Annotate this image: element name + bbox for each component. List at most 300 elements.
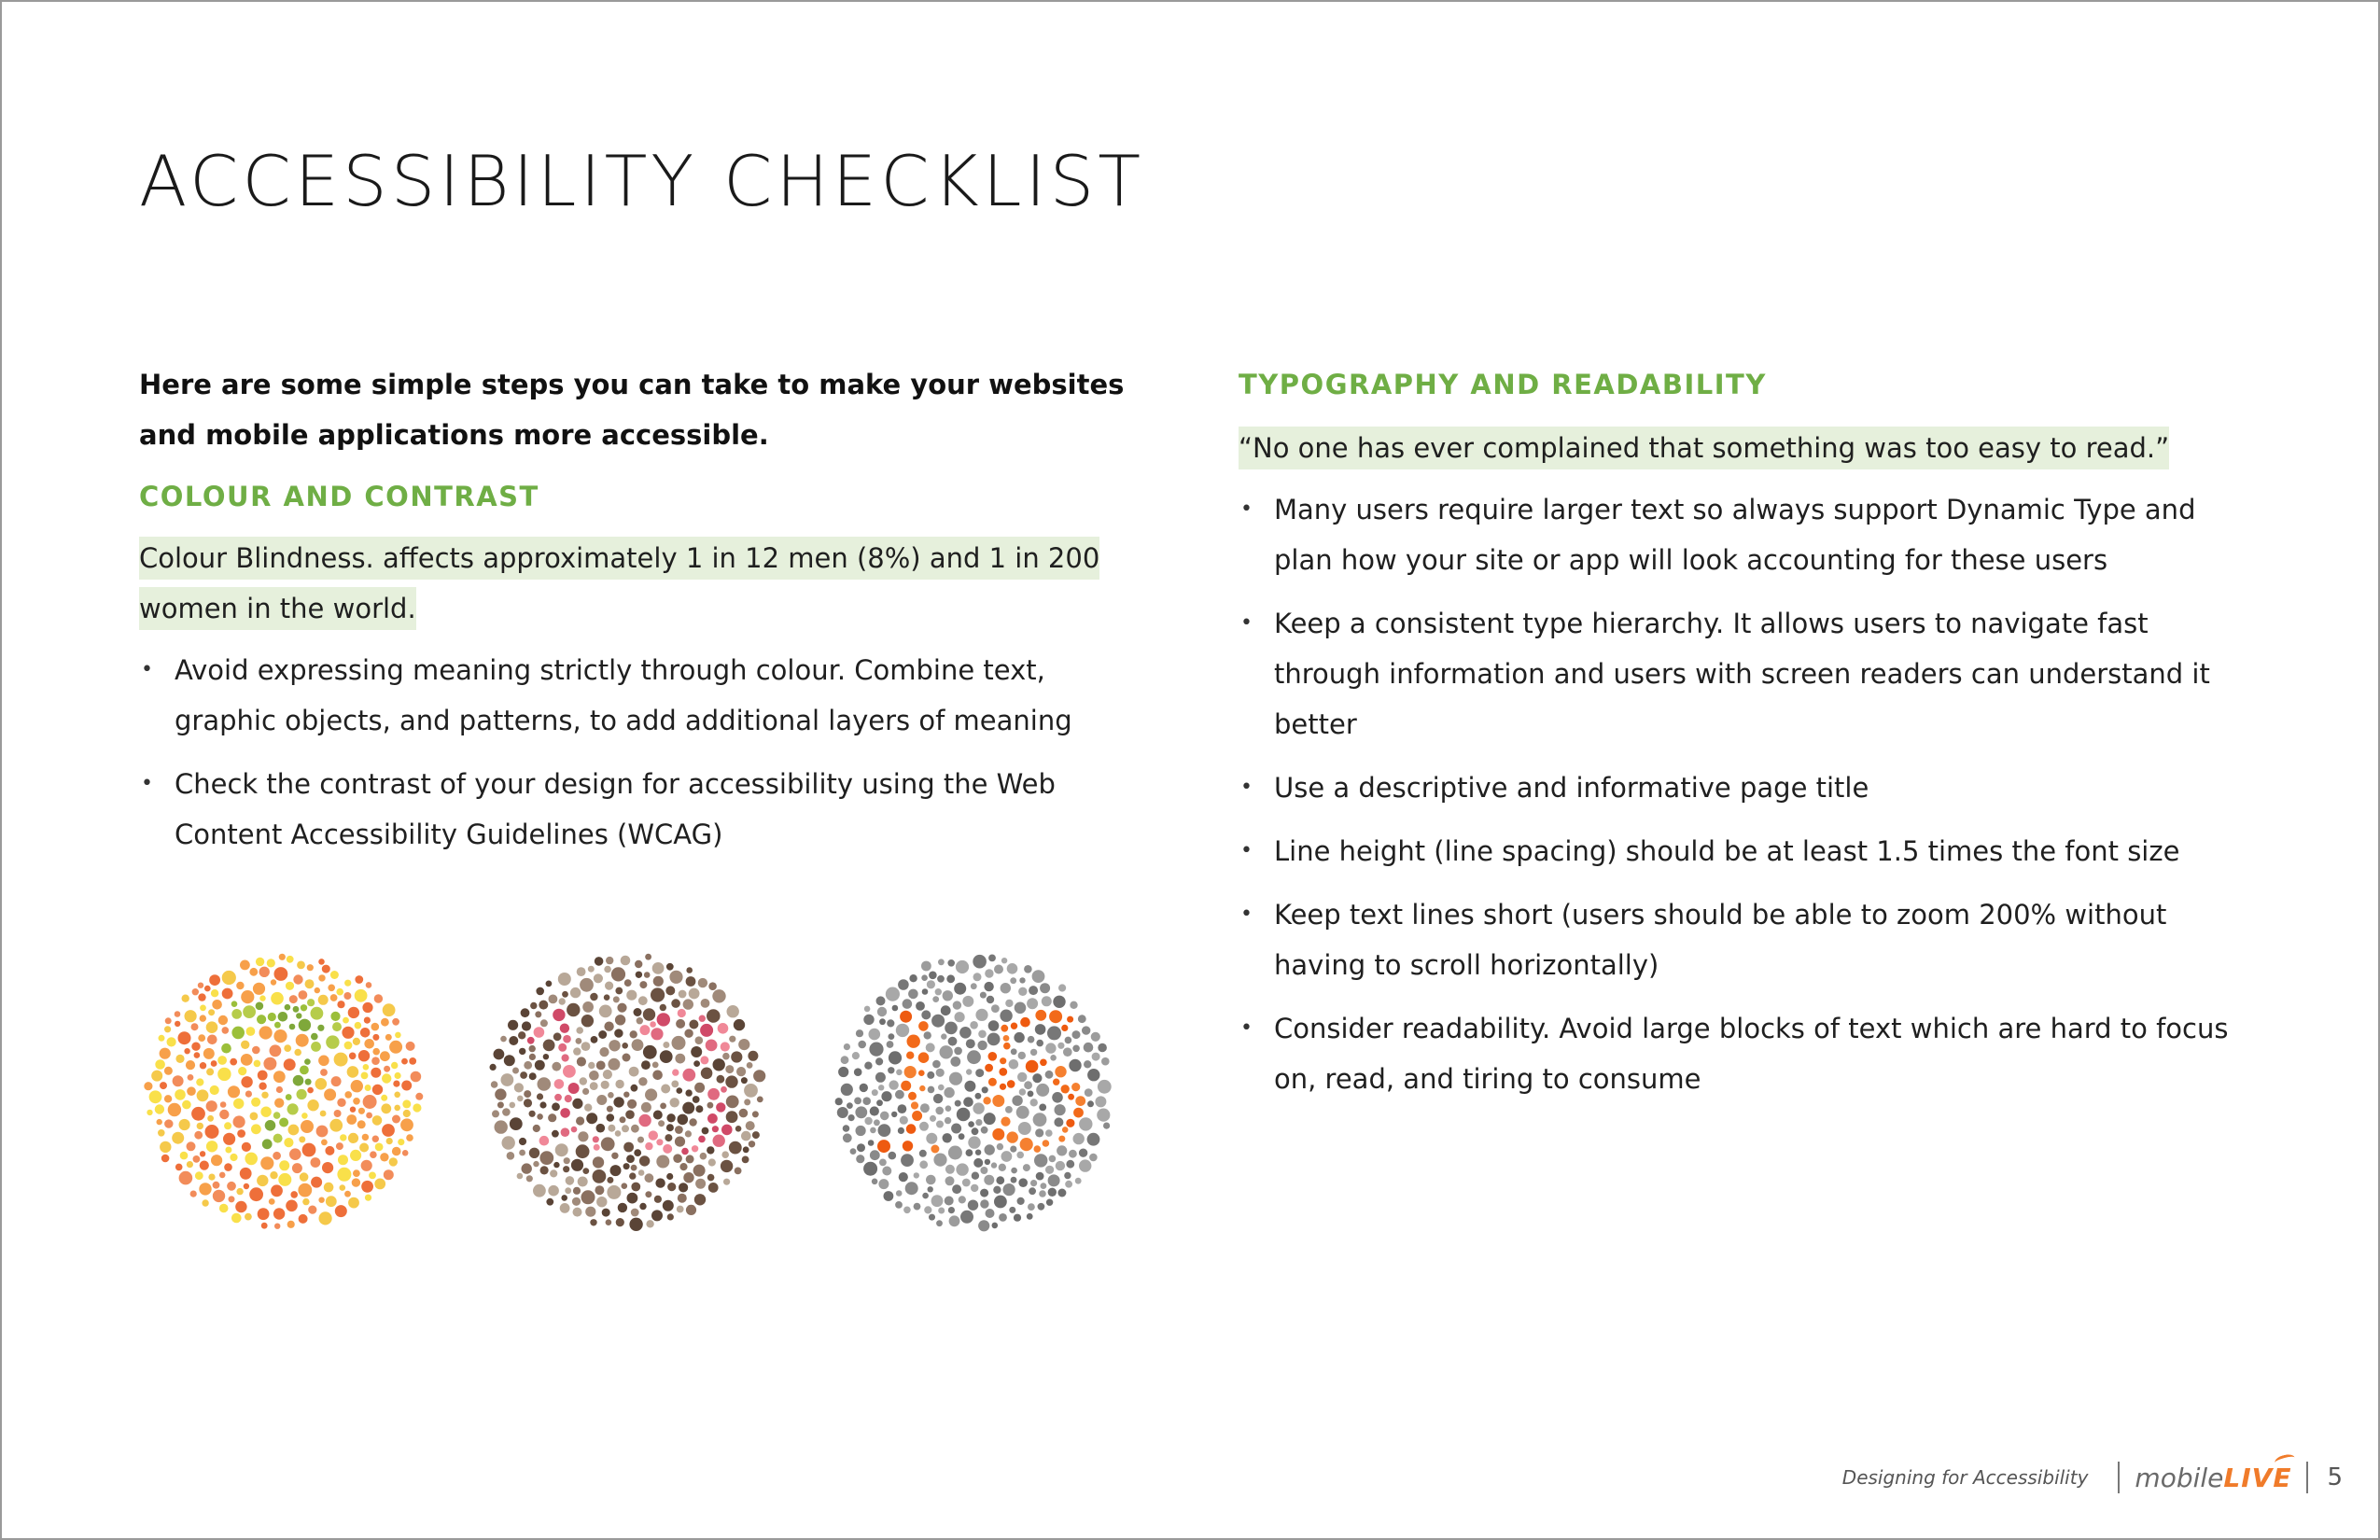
plate-background-dot — [160, 1082, 167, 1089]
plate-background-dot — [744, 1099, 750, 1105]
plate-background-dot — [922, 1193, 929, 1199]
plate-background-dot — [361, 1160, 372, 1171]
plate-background-dot — [316, 1126, 329, 1138]
plate-background-dot — [975, 1009, 987, 1021]
plate-background-dot — [607, 1177, 613, 1183]
plate-background-dot — [952, 1184, 961, 1194]
plate-background-dot — [962, 1179, 971, 1187]
plate-background-dot — [903, 999, 913, 1009]
plate-background-dot — [617, 1003, 626, 1013]
plate-background-dot — [653, 1111, 663, 1120]
plate-background-dot — [955, 1100, 961, 1107]
plate-figure-dot — [1073, 1108, 1084, 1118]
plate-background-dot — [968, 1136, 980, 1148]
plate-figure-dot — [289, 1024, 296, 1030]
plate-background-dot — [994, 965, 1003, 974]
plate-figure-dot — [721, 1086, 727, 1093]
plate-background-dot — [173, 1075, 184, 1086]
plate-background-dot — [1028, 1036, 1035, 1043]
plate-background-dot — [318, 959, 325, 965]
plate-background-dot — [509, 1036, 518, 1045]
plate-background-dot — [395, 1032, 401, 1039]
plate-background-dot — [219, 1204, 229, 1213]
plate-figure-dot — [1061, 1085, 1070, 1093]
plate-background-dot — [219, 1110, 229, 1119]
plate-background-dot — [928, 1086, 935, 1094]
list-item: • Keep a consistent type hierarchy. It allows users to navigate fast through information and users with screen readers can understand it better — [1239, 598, 2235, 749]
plate-background-dot — [613, 996, 620, 1002]
plate-figure-dot — [1040, 1059, 1047, 1067]
plate-background-dot — [344, 1191, 351, 1197]
plate-background-dot — [973, 955, 987, 969]
plate-background-dot — [1028, 1203, 1035, 1211]
plate-background-dot — [358, 1108, 365, 1114]
list-item: • Avoid expressing meaning strictly through colour. Combine text, graphic objects, and patterns, to add additional layers of meaning — [139, 645, 1108, 746]
plate-background-dot — [524, 1061, 532, 1070]
plate-background-dot — [223, 1133, 235, 1145]
plate-background-dot — [250, 1113, 259, 1121]
plate-background-dot — [598, 1030, 607, 1039]
plate-background-dot — [1019, 1088, 1026, 1095]
footer-document-title: Designing for Accessibility — [1841, 1466, 2089, 1489]
plate-background-dot — [896, 1070, 903, 1076]
plate-background-dot — [210, 1085, 219, 1095]
plate-background-dot — [631, 1125, 639, 1133]
plate-background-dot — [319, 1211, 332, 1225]
plate-background-dot — [209, 974, 220, 986]
plate-background-dot — [864, 1117, 872, 1125]
plate-background-dot — [208, 1009, 215, 1015]
plate-background-dot — [336, 1142, 343, 1150]
plate-figure-dot — [999, 1068, 1007, 1076]
plate-background-dot — [344, 1091, 352, 1099]
plate-background-dot — [684, 1029, 693, 1038]
plate-background-dot — [1015, 1002, 1027, 1015]
plate-background-dot — [926, 1175, 936, 1185]
plate-background-dot — [271, 979, 276, 985]
plate-background-dot — [978, 1220, 989, 1231]
plate-background-dot — [369, 1172, 376, 1180]
plate-background-dot — [278, 1173, 291, 1186]
plate-background-dot — [364, 1017, 371, 1024]
plate-figure-dot — [1020, 1017, 1030, 1028]
plate-background-dot — [862, 1097, 871, 1105]
plate-background-dot — [722, 1053, 730, 1060]
plate-background-dot — [529, 1045, 536, 1052]
plate-background-dot — [999, 1164, 1006, 1171]
plate-background-dot — [164, 1067, 173, 1075]
plate-figure-dot — [1066, 1119, 1074, 1127]
plate-background-dot — [943, 990, 953, 1001]
plate-background-dot — [187, 1161, 193, 1168]
plate-background-dot — [233, 1115, 245, 1127]
plate-background-dot — [1087, 1100, 1094, 1107]
plate-background-dot — [1101, 1057, 1110, 1066]
plate-background-dot — [921, 974, 928, 981]
plate-background-dot — [663, 1200, 674, 1211]
colour-contrast-heading: COLOUR AND CONTRAST — [139, 481, 539, 512]
plate-background-dot — [996, 1176, 1004, 1184]
plate-figure-dot — [649, 1130, 658, 1140]
plate-background-dot — [589, 1071, 599, 1081]
plate-background-dot — [723, 1179, 730, 1185]
plate-background-dot — [300, 1172, 309, 1182]
plate-background-dot — [945, 1176, 955, 1185]
plate-background-dot — [1030, 1099, 1038, 1106]
plate-background-dot — [980, 1167, 987, 1174]
plate-background-dot — [948, 1146, 962, 1160]
plate-background-dot — [230, 1154, 237, 1161]
plate-background-dot — [663, 1042, 669, 1048]
plate-background-dot — [552, 1130, 559, 1138]
plate-figure-dot — [1003, 1035, 1010, 1042]
plate-background-dot — [1003, 1183, 1015, 1196]
plate-background-dot — [371, 1023, 380, 1031]
plate-background-dot — [560, 1203, 570, 1213]
plate-background-dot — [539, 1151, 553, 1165]
plate-background-dot — [394, 1092, 400, 1099]
plate-background-dot — [197, 1089, 209, 1101]
plate-figure-dot — [1026, 1060, 1039, 1073]
plate-background-dot — [340, 1184, 346, 1191]
plate-background-dot — [738, 1039, 749, 1050]
plate-background-dot — [391, 1062, 398, 1069]
plate-background-dot — [329, 1119, 343, 1132]
plate-background-dot — [353, 1169, 360, 1177]
plate-background-dot — [908, 989, 918, 1000]
plate-background-dot — [167, 1037, 176, 1046]
plate-background-dot — [490, 1064, 497, 1071]
plate-background-dot — [361, 1181, 373, 1193]
plate-figure-dot — [1035, 1010, 1046, 1021]
plate-background-dot — [847, 1102, 853, 1109]
plate-background-dot — [578, 1131, 588, 1141]
plate-background-dot — [521, 1008, 530, 1017]
plate-background-dot — [1045, 1129, 1053, 1137]
plate-background-dot — [1035, 1128, 1043, 1137]
plate-background-dot — [872, 1089, 878, 1096]
plate-background-dot — [741, 1077, 748, 1084]
plate-background-dot — [661, 1085, 670, 1094]
plate-background-dot — [380, 1153, 388, 1161]
plate-background-dot — [188, 1074, 194, 1081]
plate-figure-dot — [296, 1013, 301, 1018]
plate-background-dot — [249, 968, 258, 976]
plate-background-dot — [311, 1157, 321, 1168]
plate-background-dot — [933, 1154, 946, 1167]
plate-background-dot — [1103, 1123, 1110, 1129]
plate-background-dot — [495, 1120, 508, 1133]
plate-background-dot — [591, 1036, 598, 1043]
plate-background-dot — [606, 1219, 612, 1225]
plate-figure-dot — [563, 1065, 576, 1078]
plate-figure-dot — [906, 1052, 914, 1059]
plate-background-dot — [349, 1053, 357, 1060]
plate-background-dot — [665, 986, 675, 995]
plate-figure-dot — [326, 1035, 339, 1048]
plate-background-dot — [609, 1040, 620, 1051]
plate-background-dot — [273, 1152, 281, 1160]
plate-background-dot — [1042, 996, 1052, 1006]
plate-background-dot — [343, 1017, 349, 1024]
plate-background-dot — [257, 1175, 268, 1186]
plate-figure-dot — [706, 1040, 718, 1052]
plate-background-dot — [689, 988, 700, 1000]
plate-background-dot — [302, 1198, 309, 1205]
plate-background-dot — [524, 1099, 532, 1107]
plate-background-dot — [725, 1065, 734, 1073]
plate-background-dot — [231, 1213, 242, 1224]
plate-background-dot — [970, 1021, 978, 1029]
plate-background-dot — [537, 1113, 543, 1120]
plate-background-dot — [206, 1068, 214, 1075]
plate-background-dot — [1011, 1177, 1017, 1183]
bullet-icon: • — [141, 772, 153, 795]
plate-background-dot — [553, 1032, 562, 1041]
plate-background-dot — [533, 1184, 546, 1197]
plate-background-dot — [701, 1068, 713, 1080]
plate-background-dot — [384, 1169, 394, 1180]
plate-figure-dot — [682, 1069, 695, 1082]
plate-background-dot — [955, 1012, 965, 1022]
plate-background-dot — [582, 1001, 594, 1013]
plate-background-dot — [744, 1084, 758, 1098]
plate-background-dot — [581, 1015, 594, 1027]
plate-background-dot — [920, 1103, 930, 1113]
plate-background-dot — [371, 1068, 381, 1078]
plate-background-dot — [943, 1133, 952, 1142]
plate-background-dot — [1082, 1026, 1090, 1034]
plate-background-dot — [519, 1150, 525, 1156]
plate-background-dot — [1078, 1015, 1086, 1023]
plate-background-dot — [940, 1045, 953, 1058]
plate-background-dot — [593, 1169, 607, 1183]
plate-background-dot — [874, 1119, 880, 1126]
plate-background-dot — [638, 1169, 645, 1176]
plate-background-dot — [190, 1191, 197, 1197]
plate-background-dot — [284, 1044, 291, 1052]
plate-figure-dot — [274, 1022, 281, 1029]
plate-background-dot — [660, 1103, 666, 1110]
plate-background-dot — [935, 1107, 944, 1115]
plate-background-dot — [749, 1141, 755, 1147]
plate-background-dot — [725, 1075, 737, 1087]
plate-figure-dot — [297, 1089, 307, 1099]
plate-background-dot — [615, 1130, 622, 1137]
plate-background-dot — [507, 1152, 515, 1160]
plate-figure-dot — [1001, 1025, 1008, 1032]
plate-background-dot — [739, 1109, 749, 1118]
plate-background-dot — [504, 1055, 515, 1066]
plate-background-dot — [502, 1136, 515, 1149]
plate-background-dot — [921, 961, 931, 972]
plate-background-dot — [1079, 1149, 1087, 1157]
plate-background-dot — [570, 987, 581, 998]
plate-background-dot — [656, 1155, 669, 1169]
plate-figure-dot — [594, 1144, 600, 1151]
plate-background-dot — [848, 1114, 855, 1121]
plate-background-dot — [260, 1107, 271, 1117]
plate-figure-dot — [1075, 1096, 1085, 1106]
plate-background-dot — [1010, 1146, 1016, 1153]
plate-figure-dot — [563, 1035, 571, 1043]
plate-background-dot — [340, 1134, 346, 1141]
plate-figure-dot — [985, 1064, 993, 1072]
plate-background-dot — [677, 1206, 684, 1213]
plate-figure-dot — [692, 1145, 698, 1152]
plate-background-dot — [941, 1005, 951, 1015]
plate-background-dot — [267, 959, 275, 967]
plate-background-dot — [1036, 1084, 1049, 1097]
plate-background-dot — [381, 1103, 391, 1113]
plate-background-dot — [682, 1102, 694, 1114]
plate-background-dot — [203, 1048, 215, 1059]
plate-background-dot — [945, 1117, 951, 1124]
plate-figure-dot — [911, 1101, 918, 1109]
plate-background-dot — [957, 1108, 971, 1122]
plate-background-dot — [279, 954, 286, 960]
plate-background-dot — [144, 1082, 152, 1090]
plate-background-dot — [561, 1195, 567, 1201]
plate-background-dot — [287, 1221, 295, 1228]
plate-background-dot — [623, 1092, 629, 1098]
plate-background-dot — [978, 1030, 987, 1039]
plate-background-dot — [879, 1018, 886, 1025]
plate-background-dot — [577, 967, 586, 976]
plate-background-dot — [1027, 1213, 1033, 1220]
typography-heading: TYPOGRAPHY AND READABILITY — [1239, 369, 1767, 400]
plate-background-dot — [315, 1078, 328, 1090]
plate-figure-dot — [273, 1134, 283, 1143]
plate-background-dot — [595, 1185, 604, 1195]
plate-background-dot — [972, 1172, 979, 1180]
plate-background-dot — [168, 1103, 181, 1116]
plate-background-dot — [1014, 1214, 1021, 1222]
plate-figure-dot — [707, 1113, 718, 1124]
plate-background-dot — [370, 1151, 377, 1158]
plate-background-dot — [563, 1166, 569, 1172]
plate-background-dot — [573, 1047, 581, 1055]
plate-background-dot — [604, 994, 610, 1001]
plate-background-dot — [1010, 977, 1016, 984]
plate-figure-dot — [332, 1022, 342, 1031]
plate-background-dot — [956, 960, 969, 973]
plate-background-dot — [263, 1057, 276, 1071]
plate-background-dot — [374, 994, 383, 1002]
plate-background-dot — [926, 1133, 937, 1144]
plate-background-dot — [522, 1021, 531, 1030]
plate-background-dot — [988, 955, 996, 962]
plate-background-dot — [694, 1083, 705, 1093]
plate-background-dot — [1050, 1055, 1057, 1061]
plate-background-dot — [1046, 1199, 1053, 1206]
plate-background-dot — [675, 1126, 683, 1134]
plate-figure-dot — [931, 1145, 939, 1154]
plate-background-dot — [198, 1034, 205, 1042]
plate-background-dot — [880, 1112, 889, 1121]
plate-background-dot — [192, 988, 199, 995]
plate-background-dot — [959, 1196, 966, 1203]
plate-background-dot — [968, 1121, 974, 1127]
plate-background-dot — [549, 995, 558, 1004]
plate-background-dot — [854, 1068, 862, 1076]
plate-background-dot — [296, 1034, 309, 1047]
page-title: ACCESSIBILITY CHECKLIST — [139, 140, 1145, 222]
plate-background-dot — [1039, 1190, 1046, 1197]
plate-background-dot — [337, 1001, 344, 1008]
plate-background-dot — [966, 1149, 973, 1156]
plate-background-dot — [683, 999, 693, 1009]
plate-figure-dot — [561, 1127, 570, 1137]
plate-background-dot — [654, 1196, 662, 1203]
plate-background-dot — [284, 1058, 296, 1071]
plate-background-dot — [887, 1041, 894, 1048]
plate-background-dot — [948, 1207, 955, 1213]
plate-background-dot — [382, 1073, 391, 1083]
plate-figure-dot — [307, 999, 315, 1006]
plate-background-dot — [362, 1002, 372, 1013]
plate-background-dot — [240, 960, 250, 971]
plate-background-dot — [590, 993, 597, 1001]
plate-background-dot — [898, 1127, 904, 1134]
colour-blindness-text: Colour Blindness. affects approximately 1 in 12 men (8%) and 1 in 200 women in the world. — [139, 537, 1099, 630]
plate-background-dot — [1005, 1000, 1013, 1007]
plate-background-dot — [856, 1126, 866, 1136]
plate-background-dot — [245, 1213, 252, 1221]
plate-background-dot — [736, 1067, 746, 1076]
plate-background-dot — [666, 1124, 674, 1131]
plate-background-dot — [1057, 1043, 1064, 1049]
plate-background-dot — [1016, 1106, 1029, 1119]
plate-background-dot — [627, 1193, 638, 1204]
plate-background-dot — [193, 1155, 201, 1163]
plate-background-dot — [672, 1036, 686, 1050]
plate-background-dot — [241, 990, 254, 1003]
plate-background-dot — [945, 1197, 954, 1206]
plate-background-dot — [392, 1018, 399, 1026]
plate-background-dot — [1018, 987, 1027, 996]
plate-background-dot — [1072, 1030, 1081, 1039]
plate-background-dot — [919, 1122, 929, 1131]
plate-background-dot — [666, 1173, 673, 1180]
plate-background-dot — [843, 1125, 850, 1132]
plate-background-dot — [337, 1168, 351, 1182]
plate-background-dot — [311, 1177, 322, 1188]
plate-background-dot — [258, 1071, 268, 1081]
plate-background-dot — [673, 1154, 682, 1163]
plate-background-dot — [1009, 1207, 1015, 1213]
plate-background-dot — [245, 1153, 258, 1166]
ishihara-plate-13 — [483, 947, 772, 1237]
plate-background-dot — [639, 981, 647, 988]
plate-background-dot — [877, 1007, 887, 1016]
plate-background-dot — [307, 1087, 314, 1094]
plate-background-dot — [613, 1097, 623, 1107]
plate-background-dot — [856, 1155, 864, 1163]
plate-figure-dot — [311, 1007, 324, 1020]
plate-background-dot — [596, 1061, 606, 1071]
plate-background-dot — [298, 1183, 312, 1197]
plate-background-dot — [398, 1139, 404, 1145]
plate-background-dot — [841, 1084, 853, 1096]
plate-background-dot — [987, 996, 994, 1003]
plate-background-dot — [924, 1031, 931, 1039]
plate-background-dot — [540, 1019, 548, 1027]
plate-background-dot — [548, 1113, 556, 1122]
plate-figure-dot — [562, 1054, 569, 1061]
plate-background-dot — [252, 1046, 260, 1055]
plate-background-dot — [322, 1162, 333, 1173]
